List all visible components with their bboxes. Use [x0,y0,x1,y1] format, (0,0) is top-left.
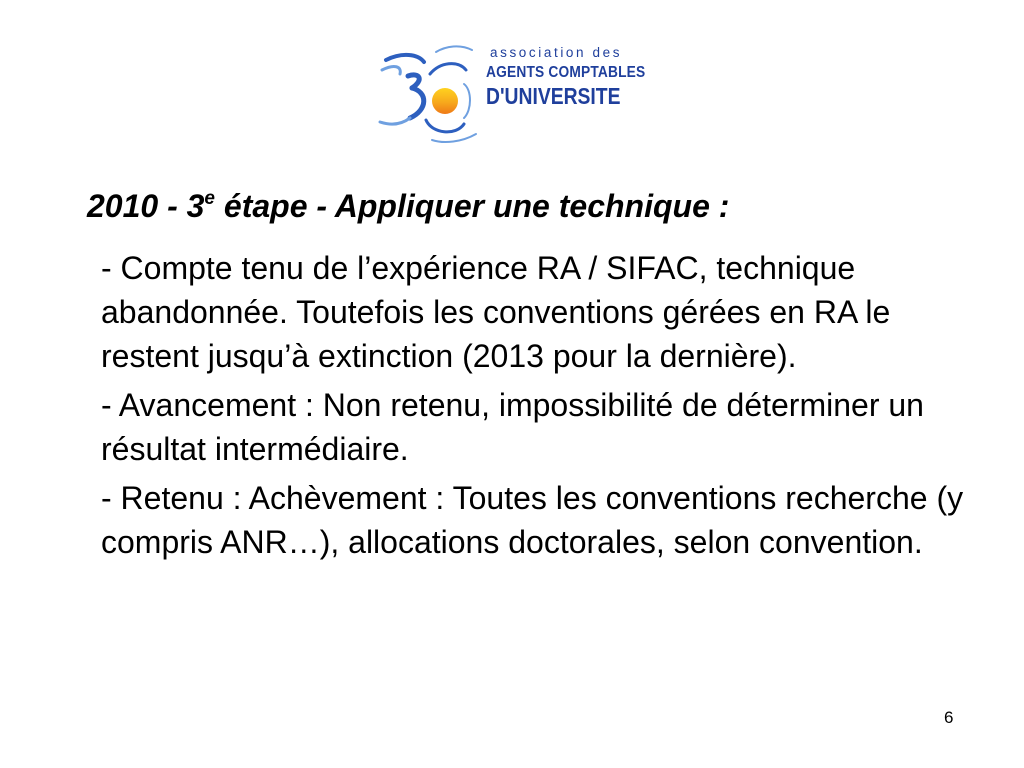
slide-body [101,246,981,569]
slide-title [87,184,987,234]
logo-30-sun-icon [372,40,490,150]
association-logo [372,40,646,150]
title-superscript: e [204,188,215,209]
paragraph-avancement: - Avancement : Non retenu, impossibilité de déterminer un résultat intermédiaire. [101,387,924,467]
logo-line-universite: D'UNIVERSITE [486,82,621,109]
logo-line-association: association des [490,45,623,60]
logo-line-agents: AGENTS COMPTABLES [486,63,646,81]
title-prefix: 2010 - 3 [87,188,205,224]
paragraph-retenu: - Retenu : Achèvement : Toutes les conventions recherche (y compris ANR…), allocations doctorales, selon convention. [101,480,964,560]
logo-text [486,46,646,108]
paragraph-ra-sifac: - Compte tenu de l’expérience RA / SIFAC, technique abandonnée. Toutefois les conventions gérées en RA le restent jusqu’à extinction (2013 pour la dernière). [101,250,891,374]
title-suffix: étape - Appliquer une technique : [215,188,730,224]
page-number: 6 [944,708,954,727]
